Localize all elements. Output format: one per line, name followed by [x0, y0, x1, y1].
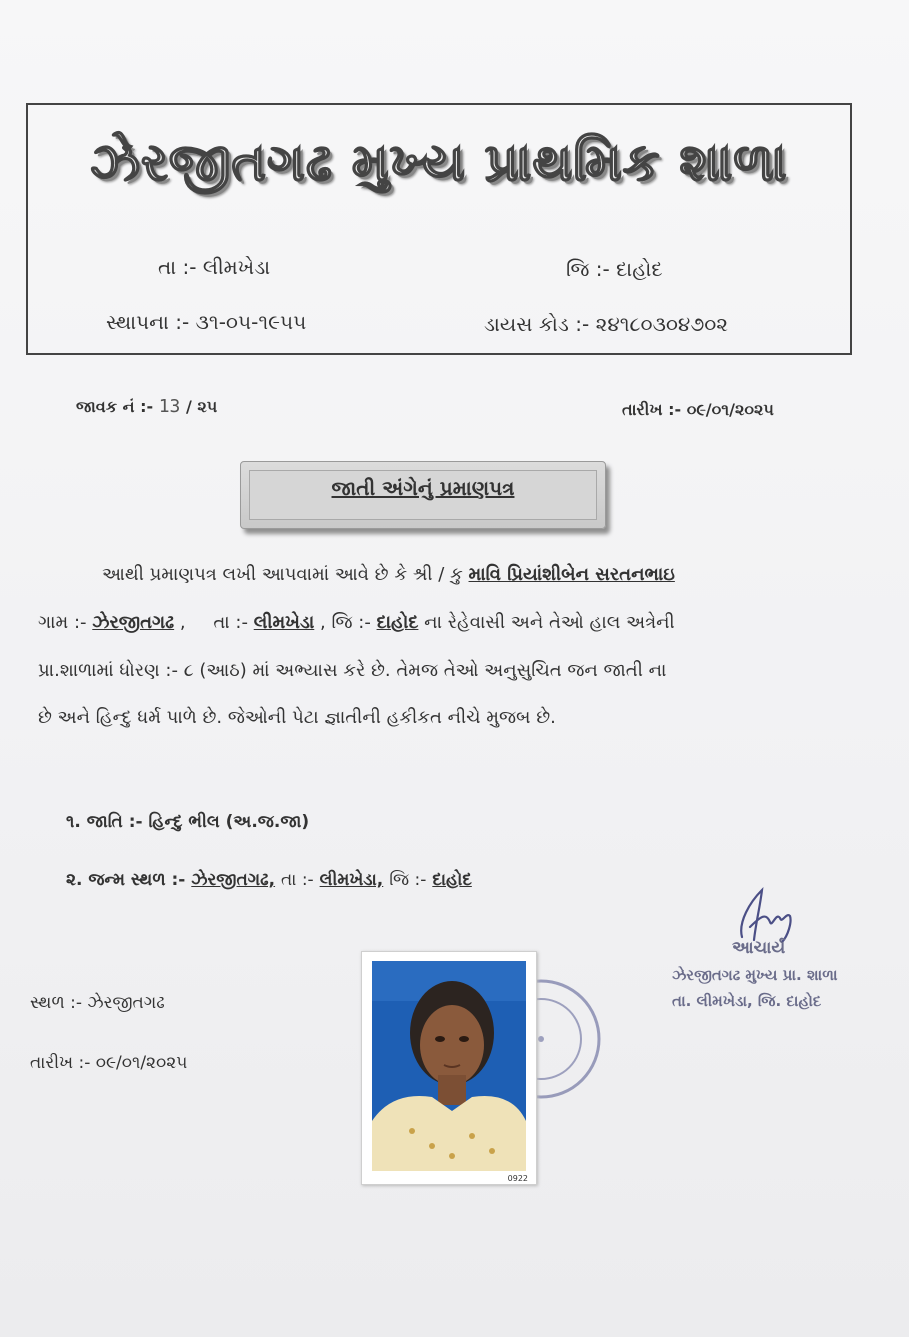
- district-name: દાહોદ: [376, 612, 419, 633]
- student-name: માવિ પ્રિયાંશીબેન સરતનભાઇ: [468, 564, 675, 585]
- birthplace-item: [66, 870, 472, 890]
- outward-suffix: / ૨૫: [185, 397, 218, 416]
- reference-date: તારીખ :- ૦૯/૦૧/૨૦૨૫: [622, 400, 774, 419]
- school-name: ઝેરજીતગઢ મુખ્ય પ્રાથમિક શાળા: [90, 133, 788, 193]
- body-line-1-prefix: આથી પ્રમાણપત્ર લખી આપવામાં આવે છે કે શ્રી / કુ: [102, 564, 463, 585]
- outward-number: [76, 396, 217, 417]
- student-photo: [372, 961, 526, 1171]
- outward-handwritten-number: 13: [158, 396, 181, 417]
- village-label: ગામ :-: [38, 612, 87, 633]
- body-line-4: છે અને હિન્દુ ધર્મ પાળે છે. જેઓની પેટા જ્ઞાતીની હકીકત નીચે મુજબ છે.: [38, 707, 556, 728]
- birthplace-taluka: લીમખેડા,: [319, 870, 384, 890]
- taluka-label: તા :-: [213, 612, 248, 633]
- outward-label: જાવક નં :-: [76, 397, 154, 416]
- header-founded-date: સ્થાપના :- ૩૧-૦૫-૧૯૫૫: [106, 310, 307, 334]
- line2-comma: ,: [179, 612, 186, 633]
- header-taluka: તા :- લીમખેડા: [158, 255, 271, 279]
- body-line-3: પ્રા.શાળામાં ધોરણ :- ૮ (આઠ) માં અભ્યાસ કરે છે. તેમજ તેઓ અનુસુચિત જન જાતી ના: [38, 660, 667, 681]
- header-dise-code: ડાયસ કોડ :- ૨૪૧૮૦૩૦૪૭૦૨: [484, 312, 729, 336]
- birthplace-district-label: જિ :-: [389, 870, 427, 890]
- birthplace-taluka-label: તા :-: [280, 870, 314, 890]
- stamp-taluka-district: તા. લીમખેડા, જિ. દાહોદ: [672, 992, 822, 1010]
- village-name: ઝેરજીતગઢ: [92, 612, 175, 633]
- certificate-title-box: [240, 461, 606, 529]
- line2-suffix: ના રેહેવાસી અને તેઓ હાલ અત્રેની: [424, 612, 675, 633]
- district-label: , જિ :-: [320, 612, 371, 633]
- student-photo-frame: [361, 951, 537, 1185]
- body-line-2: [38, 611, 848, 635]
- birthplace-label: ૨. જન્મ સ્થળ :-: [66, 870, 186, 890]
- letterhead-box: [26, 103, 852, 355]
- taluka-name: લીમખેડા: [253, 612, 315, 633]
- footer-date: તારીખ :- ૦૯/૦૧/૨૦૨૫: [30, 1053, 188, 1073]
- certificate-title: જાતી અંગેનું પ્રમાણપત્ર: [331, 476, 515, 500]
- birthplace-village: ઝેરજીતગઢ,: [191, 870, 276, 890]
- birthplace-district: દાહોદ: [432, 870, 472, 890]
- stamp-school-name: ઝેરજીતગઢ મુખ્ય પ્રા. શાળા: [672, 966, 838, 984]
- caste-item: ૧. જાતિ :- હિન્દુ ભીલ (અ.જ.જા): [66, 812, 310, 832]
- body-line-1: [102, 563, 909, 587]
- footer-place: સ્થળ :- ઝેરજીતગઢ: [30, 993, 165, 1013]
- photo-code: 0922: [507, 1174, 528, 1183]
- header-district: જિ :- દાહોદ: [566, 257, 663, 281]
- principal-title: આચાર્ય: [732, 938, 786, 958]
